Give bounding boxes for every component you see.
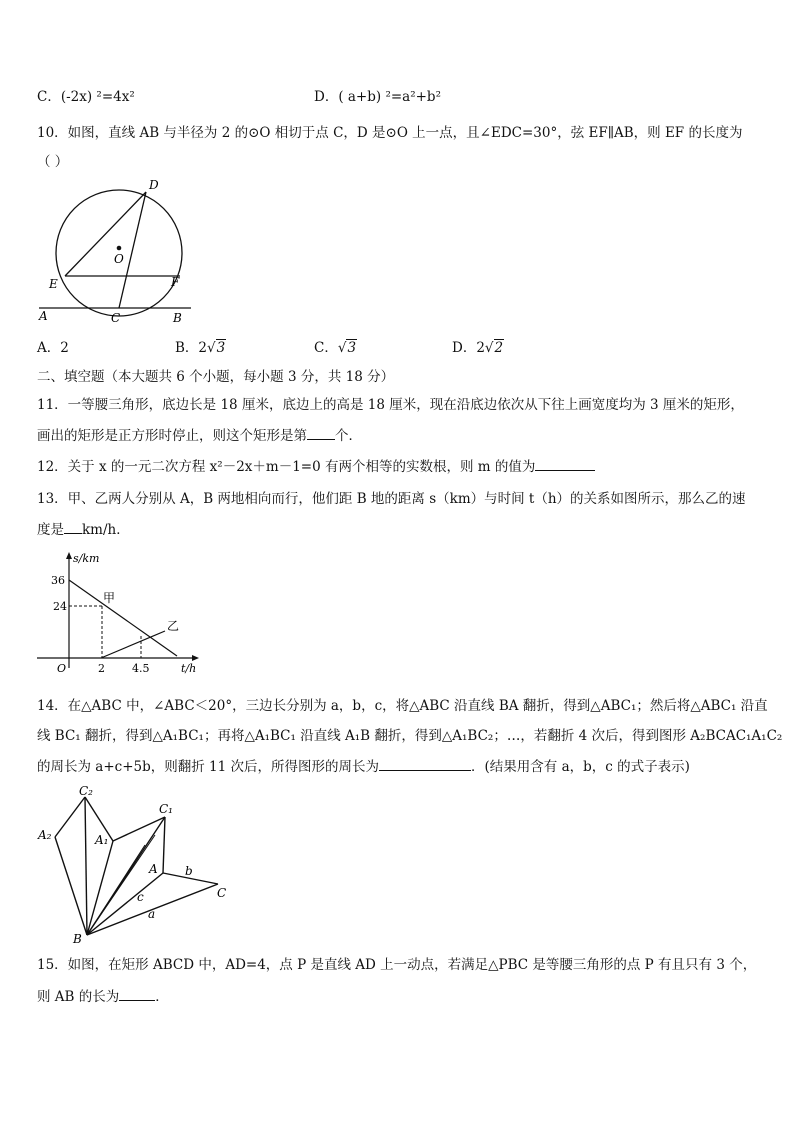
q14-answer-blank[interactable] [379,757,471,771]
segment-b-c2 [85,797,87,935]
q10-option-a: A．2 [37,340,69,356]
label-d: D [149,178,159,192]
label-a: A [39,309,48,323]
q9-option-d: D．( a+b) ²=a²+b² [314,89,441,105]
series-jia-line [69,580,180,656]
label-o: O [114,252,124,266]
series-jia-label: 甲 [103,591,116,605]
label-c2: C₂ [79,785,93,798]
q14-line1: 14．在△ABC 中，∠ABC＜20°，三边长分别为 a，b，c，将△ABC 沿直线 BA 翻折，得到△ABC₁；然后将△ABC₁ 沿直 [37,698,768,714]
segment-a2-b [55,837,87,935]
hatch-2 [87,835,155,935]
q10-option-d: D．2√2 [452,340,504,356]
q13-distance-time-graph [35,548,210,678]
q13-line2: 度是 km/h． [37,522,130,538]
label-a1: A₁ [95,833,109,847]
q11-line1: 11．一等腰三角形，底边长是 18 厘米，底边上的高是 18 厘米，现在沿底边依次从下往上画宽度均为 3 厘米的矩形， [37,397,744,413]
segment-a-b [87,873,163,935]
segment-de [65,192,146,276]
label-a: A [149,862,158,876]
center-dot [117,246,122,251]
q10-option-b: B．2√3 [175,340,226,356]
x-tick-45: 4.5 [132,662,150,675]
q10-stem-line2: （ ） [37,154,69,170]
q13-line1: 13．甲、乙两人分别从 A，B 两地相向而行，他们距 B 地的距离 s（km）与时间 t（h）的关系如图所示，那么乙的速 [37,491,746,507]
label-c1: C₁ [159,802,173,816]
segment-a1-b [87,841,113,935]
label-a2: A₂ [38,828,52,842]
y-tick-24: 24 [53,600,67,613]
q12-answer-blank[interactable] [535,457,595,471]
label-f: F [171,275,180,289]
segment-c2-a2 [55,797,85,837]
q10-option-c: C．√3 [314,340,357,356]
q11-answer-blank[interactable] [307,426,335,440]
q9-option-c: C．(-2x) ²=4x² [37,89,135,105]
q14-folding-figure [35,785,235,950]
q12-line: 12．关于 x 的一元二次方程 x²－2x＋m－1=0 有两个相等的实数根，则 m 的值为 [37,457,595,476]
label-e: E [49,277,58,291]
q15-line1: 15．如图，在矩形 ABCD 中，AD=4，点 P 是直线 AD 上一动点，若满足△PBC 是等腰三角形的点 P 有且只有 3 个， [37,957,757,973]
x-axis-label: t/h [181,662,197,675]
series-yi-line [101,631,165,658]
label-side-a: a [148,907,156,921]
q15-line2: 则 AB 的长为 ． [37,989,169,1005]
q14-line2: 线 BC₁ 翻折，得到△A₁BC₁；再将△A₁BC₁ 沿直线 A₁B 翻折，得到△A₁BC₂；…，若翻折 4 次后，得到图形 A₂BCAC₁A₁C₂ [37,728,783,744]
label-side-c: c [137,890,144,904]
label-c: C [217,886,227,900]
q10-stem-line1: 10．如图，直线 AB 与半径为 2 的⊙O 相切于点 C，D 是⊙O 上一点，且∠EDC=30°，弦 EF∥AB，则 EF 的长度为 [37,125,743,141]
segment-c1-a [163,817,165,873]
series-yi-label: 乙 [167,619,180,633]
q14-line3: 的周长为 a+c+5b，则翻折 11 次后，所得图形的周长为 ．(结果用含有 a，b，c 的式子表示) [37,759,690,775]
y-axis-arrow [66,552,72,559]
origin-label: O [57,662,67,675]
label-c: C [111,311,121,325]
y-axis-label: s/km [73,552,100,565]
q10-circle-figure [35,175,205,325]
q13-answer-blank[interactable] [64,520,82,534]
label-b: B [73,932,82,946]
y-tick-36: 36 [51,574,65,587]
x-axis-arrow [192,655,199,661]
section-2-heading: 二、填空题（本大题共 6 个小题，每小题 3 分，共 18 分） [37,369,395,385]
q11-line2: 画出的矩形是正方形时停止，则这个矩形是第 个． [37,428,362,444]
q15-answer-blank[interactable] [119,987,155,1001]
segment-dc [119,192,146,308]
label-b: B [173,311,182,325]
x-tick-2: 2 [98,662,105,675]
label-side-b: b [185,864,193,878]
